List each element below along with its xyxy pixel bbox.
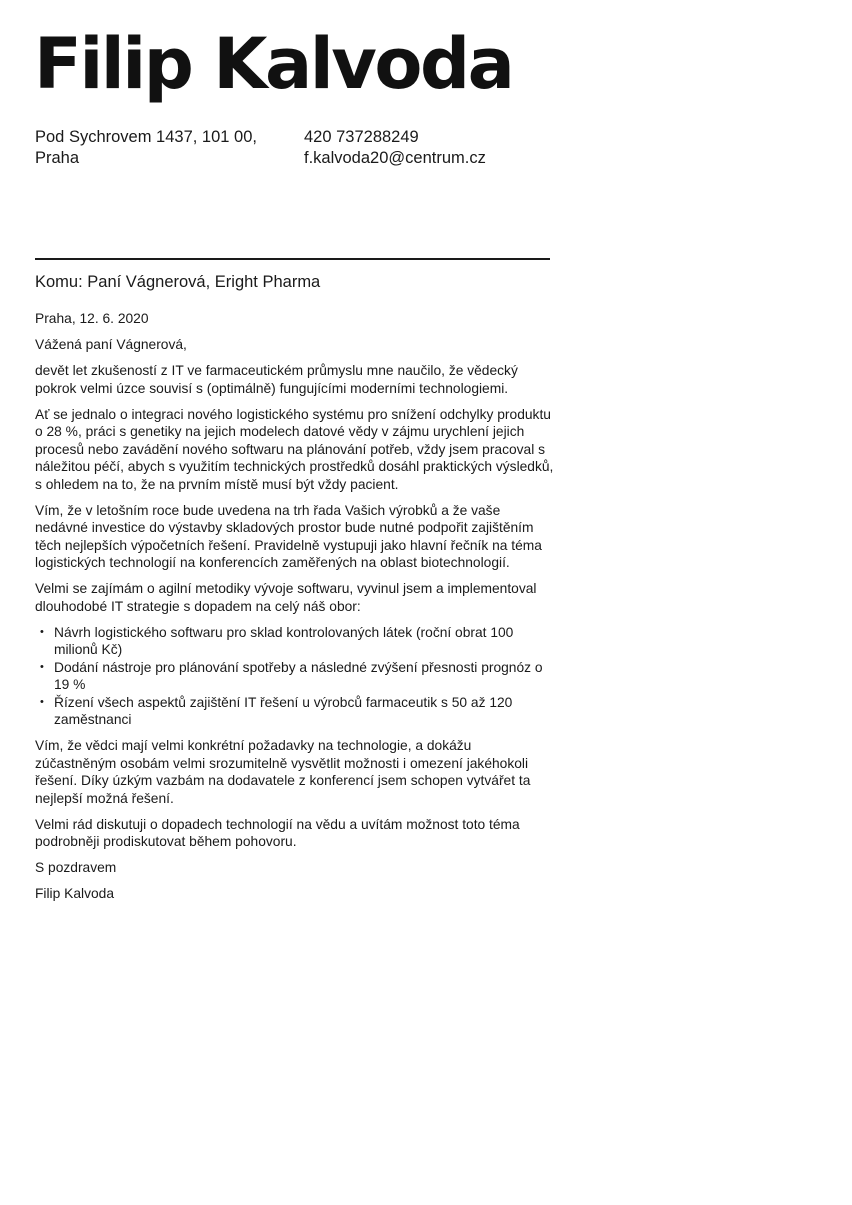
recipient-line: Komu: Paní Vágnerová, Eright Pharma — [35, 273, 321, 291]
address-block — [35, 127, 275, 169]
achievements-list — [35, 624, 555, 729]
closing-phrase: S pozdravem — [35, 860, 117, 875]
interview-paragraph: Velmi rád diskutuji o dopadech technologií na vědu a uvítám možnost toto téma podrobněji prodiskutovat během pohovoru. — [35, 816, 520, 849]
list-item: • Dodání nástroje pro plánování spotřeby a následné zvýšení přesnosti prognóz o 19 % — [54, 659, 555, 694]
list-item: • Návrh logistického softwaru pro sklad kontrolovaných látek (roční obrat 100 milionů Kč) — [54, 624, 555, 659]
signature-name: Filip Kalvoda — [35, 886, 114, 901]
letter-body — [35, 310, 555, 911]
phone-number: 420 737288249 — [304, 128, 419, 146]
applicant-name-heading: Filip Kalvoda — [34, 23, 513, 105]
company-knowledge-paragraph: Vím, že v letošním roce bude uvedena na trh řada Vašich výrobků a že vaše nedávné investice do výstavby skladových prostor bude nutné podpořit zajištěním těch nejlepších výpočetních řešení. Pravidelně vystupuji jako hlavní řečník na téma logistických technologií na konferencích zaměřených na oblast biotechnologií. — [35, 502, 542, 570]
address-line-city: Praha — [35, 149, 80, 167]
header-divider — [35, 258, 550, 260]
email-address: f.kalvoda20@centrum.cz — [304, 149, 486, 167]
communication-paragraph: Vím, že vědci mají velmi konkrétní požadavky na technologie, a dokážu zúčastněným osobám velmi srozumitelně vysvětlit možnosti i omezení jakéhokoli řešení. Díky úzkým vazbám na dodavatele z konferencí jsem schopen vytvářet ta nejlepší možná řešení. — [35, 738, 531, 806]
contact-block — [304, 127, 564, 169]
place-date: Praha, 12. 6. 2020 — [35, 311, 149, 326]
address-line-street: Pod Sychrovem 1437, 101 00, — [35, 128, 257, 146]
salutation: Vážená paní Vágnerová, — [35, 337, 187, 352]
achievements-intro-paragraph: Velmi se zajímám o agilní metodiky vývoje softwaru, vyvinul jsem a implementoval dlouhodobé IT strategie s dopadem na celý náš obor: — [35, 581, 537, 614]
experience-paragraph: Ať se jednalo o integraci nového logistického systému pro snížení odchylky produktu o 28 %, práci s genetiky na jejich modelech datové vědy v zájmu urychlení jejich procesů nebo zavádění nového softwaru na plánování potřeb, vždy jsem pracoval s náležitou péčí, abych s využitím technických prostředků dosáhl praktických výsledků, s ohledem na to, že na prvním místě musí být vždy pacient. — [35, 406, 554, 492]
intro-paragraph: devět let zkušeností z IT ve farmaceutickém průmyslu mne naučilo, že vědecký pokrok velmi úzce souvisí s (optimálně) fungujícími moderními technologiemi. — [35, 363, 518, 396]
list-item: • Řízení všech aspektů zajištění IT řešení u výrobců farmaceutik s 50 až 120 zaměstnanci — [54, 694, 555, 729]
